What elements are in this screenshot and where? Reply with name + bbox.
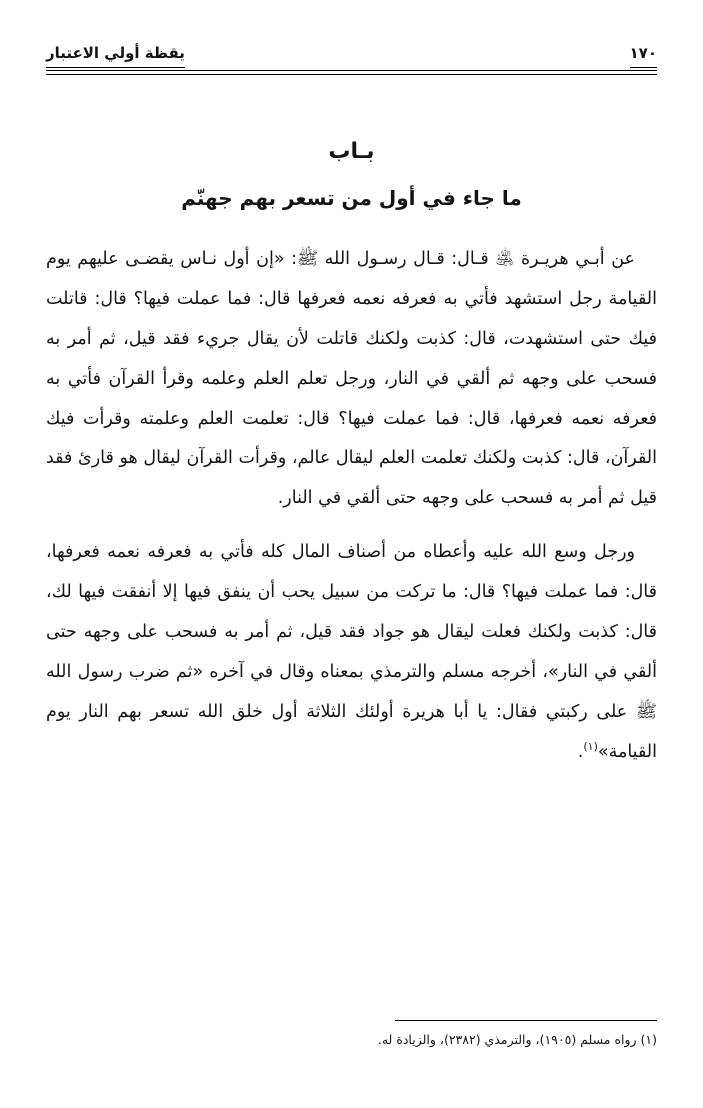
chapter-bab-heading: بـاب — [328, 139, 375, 164]
paragraph-end-period: . — [577, 741, 584, 762]
book-title: يقظة أولي الاعتبار — [46, 44, 185, 68]
hadith-paragraph-2 — [46, 533, 657, 772]
header-double-rule — [46, 70, 657, 75]
footnote-text: (١) رواه مسلم (١٩٠٥)، والترمذي (٢٣٨٢)، والزيادة له. — [377, 1032, 657, 1047]
footnote-separator-line — [395, 1020, 657, 1021]
page-header — [46, 0, 657, 68]
footnote-reference: (١) — [583, 739, 598, 753]
hadith-paragraph-2-text: ورجل وسع الله عليه وأعطاه من أصناف المال كله فأتي به فعرفه نعمه فعرفها، قال: فما عملت فيها؟ قال: ما تركت من سبيل يحب أن ينفق فيها إلا أنفقت فيها لك، قال: كذبت ولكنك فعلت ليقال هو جواد فقد قيل، ثم أمر به فسحب على وجهه حتى ألقي في النار»، أخرجه مسلم والترمذي بمعناه وقال في آخره «ثم ضرب رسول الله ﷺ على ركبتي فقال: يا أبا هريرة أولئك الثلاثة أول خلق الله تسعر بهم النار يوم القيامة» — [46, 542, 657, 762]
footnote-area — [46, 1020, 657, 1050]
hadith-body — [46, 240, 657, 773]
page-number: ١٧٠ — [630, 44, 657, 68]
chapter-title: ما جاء في أول من تسعر بهم جهنّم — [181, 186, 522, 210]
hadith-paragraph-1: عن أبـي هريـرة ﵁ قـال: قـال رسـول الله ﷺ: «إن أول نـاس يقضـى عليهم يوم القيامة رجل استشهد فأتي به فعرفه نعمه فعرفها قال: فما عملت فيها؟ قال: قاتلت فيك حتى استشهدت، قال: كذبت ولكنك قاتلت لأن يقال جريء فقد قيل، ثم أمر به فسحب على وجهه ثم ألقي في النار، ورجل تعلم العلم وعلمه وقرأ القرآن فأتي به فعرفه نعمه فعرفها، قال: فما عملت فيها؟ قال: تعلمت العلم وعلمته وقرأت فيك القرآن، قال: كذبت ولكنك تعلمت العلم ليقال عالم، وقرأت القرآن ليقال هو قارئ فقد قيل ثم أمر به فسحب على وجهه حتى ألقي في النار. — [46, 249, 657, 509]
